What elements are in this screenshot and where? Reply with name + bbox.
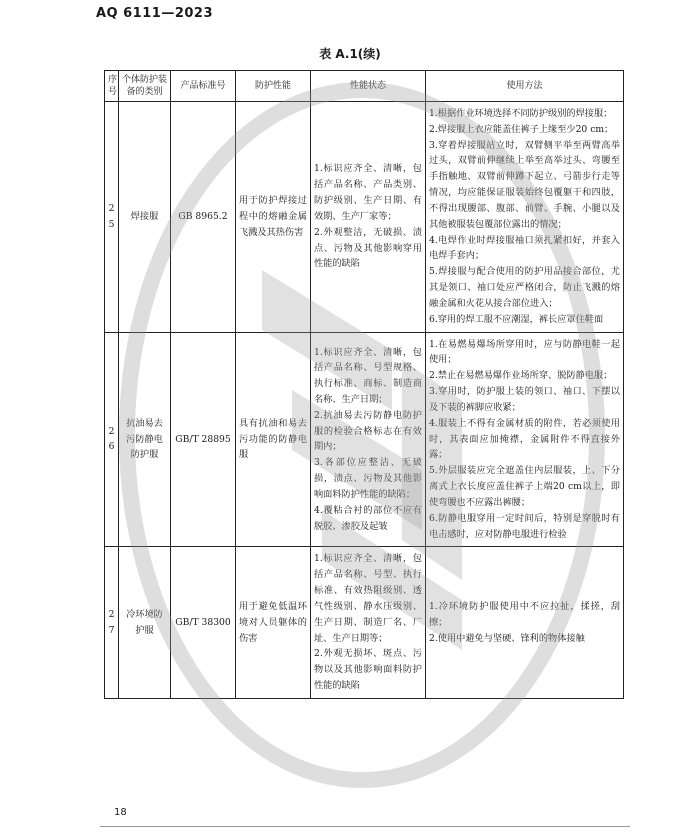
usage-item: 5.焊接服与配合使用的防护用品接合部位，尤其是领口、袖口处应严格闭合，防止飞溅的熔融金属和火花从接合部位进入； xyxy=(429,266,620,309)
usage-item: 4.服装上不得有金属材质的附件，若必须使用时，其表面应加掩襟，金属附件不得直接外露； xyxy=(429,417,620,461)
standard-code-header: AQ 6111—2023 xyxy=(96,6,214,21)
usage-item: 2.焊接服上衣应能盖住裤子上缘至少20 cm； xyxy=(429,123,614,135)
product-standard: GB 8965.2 xyxy=(171,102,236,333)
footer-divider xyxy=(100,826,630,827)
usage-item: 2.使用中避免与坚硬、锋利的物体接触 xyxy=(429,632,585,644)
usage-item: 2.禁止在易燃易爆作业场所穿、脱防静电服； xyxy=(429,370,613,382)
status-item: 1.标识应齐全、清晰，包括产品名称、号型规格、执行标准、商标、制造商名称、生产日期； xyxy=(314,346,422,405)
status-item: 2.外观无损坏、斑点、污物以及其他影响面料防护性能的缺陷 xyxy=(314,648,422,691)
status-item: 3.各部位应整洁、无破损，渍点、污物及其他影响面料防护性能的缺陷； xyxy=(314,457,422,500)
usage-item: 6.穿用的焊工服不应潮湿，裤长应罩住鞋面 xyxy=(429,313,604,325)
protection-performance: 用于防护焊接过程中的熔融金属飞溅及其热伤害 xyxy=(236,102,311,333)
status-item: 2.外观整洁，无破损、渍点、污物及其他影响穿用性能的缺陷 xyxy=(314,226,422,270)
table-title: 表 A.1(续) xyxy=(319,47,381,61)
product-standard: GB/T 38300 xyxy=(171,547,236,698)
usage-item: 5.外层服装应完全遮盖住内层服装，上、下分离式上衣长度应盖住裤子上端20 cm以上，即使弯腰也不应露出裤腰； xyxy=(429,465,620,508)
header-category: 个体防护装备的类别 xyxy=(119,71,171,102)
header-no: 序号 xyxy=(105,71,119,102)
table-header-row xyxy=(105,71,624,102)
header-status: 性能状态 xyxy=(311,71,426,102)
status-item: 2.抗油易去污防静电防护服的检验合格标志在有效期内； xyxy=(314,409,422,453)
table-row xyxy=(105,547,624,698)
page-number: 18 xyxy=(114,807,127,818)
product-standard: GB/T 28895 xyxy=(171,332,236,547)
usage-item: 1.根据作业环境选择不同防护级别的焊接服； xyxy=(429,108,613,119)
equipment-category: 抗油易去污防静电防护服 xyxy=(119,332,171,547)
table-row xyxy=(105,102,624,333)
status-item: 4.覆粘合衬的部位不应有脱胶、渗胶及起皱 xyxy=(314,504,422,532)
usage-item: 6.防静电服穿用一定时间后，特别是穿脱时有电击感时，应对防静电服进行检验 xyxy=(429,512,620,540)
protective-equipment-table xyxy=(104,70,624,699)
header-usage: 使用方法 xyxy=(426,71,624,102)
protection-performance: 用于避免低温环境对人员躯体的伤害 xyxy=(236,547,311,698)
header-performance: 防护性能 xyxy=(236,71,311,102)
row-number: 27 xyxy=(105,547,119,698)
performance-status xyxy=(311,332,426,547)
equipment-category: 冷环境防护服 xyxy=(119,547,171,698)
status-item: 1.标识应齐全、清晰，包括产品名称、产品类别、防护级别、生产日期、有效期、生产厂家等； xyxy=(314,163,422,222)
status-item: 1.标识应齐全、清晰，包括产品名称、号型、执行标准、有效热阻级别、透气性级别、静水压级别、生产日期、制造厂名、厂址、生产日期等； xyxy=(314,553,422,644)
usage-item: 3.穿用时，防护服上装的领口、袖口、下摆以及下装的裤脚应收紧； xyxy=(429,386,620,413)
usage-item: 3.穿着焊接服站立时，双臂侧平举至两臂高举过头，双臂前伸继续上举至高举过头、弯腰至手指触地、双臂前伸蹲下起立、弓箭步行走等情况，均应能保证服装始终包覆躯干和四肢，不得出现腰部、腹部、前臂、手腕、小腿以及其他被服装包覆部位露出的情况； xyxy=(429,139,620,230)
equipment-category: 焊接服 xyxy=(119,102,171,333)
table-row xyxy=(105,332,624,547)
row-number: 25 xyxy=(105,102,119,333)
usage-item: 1.冷环境防护服使用中不应拉扯，揉搓，刮擦； xyxy=(429,600,620,628)
header-standard: 产品标准号 xyxy=(171,71,236,102)
usage-method xyxy=(426,102,624,333)
usage-item: 1.在易燃易爆场所穿用时，应与防静电鞋一起使用； xyxy=(429,338,620,366)
row-number: 26 xyxy=(105,332,119,547)
usage-method xyxy=(426,547,624,698)
performance-status xyxy=(311,102,426,333)
usage-item: 4.电焊作业时焊接服袖口须扎紧扣好，并套入电焊手套内； xyxy=(429,234,620,262)
usage-method xyxy=(426,332,624,547)
protection-performance: 具有抗油和易去污功能的防静电服 xyxy=(236,332,311,547)
performance-status xyxy=(311,547,426,698)
